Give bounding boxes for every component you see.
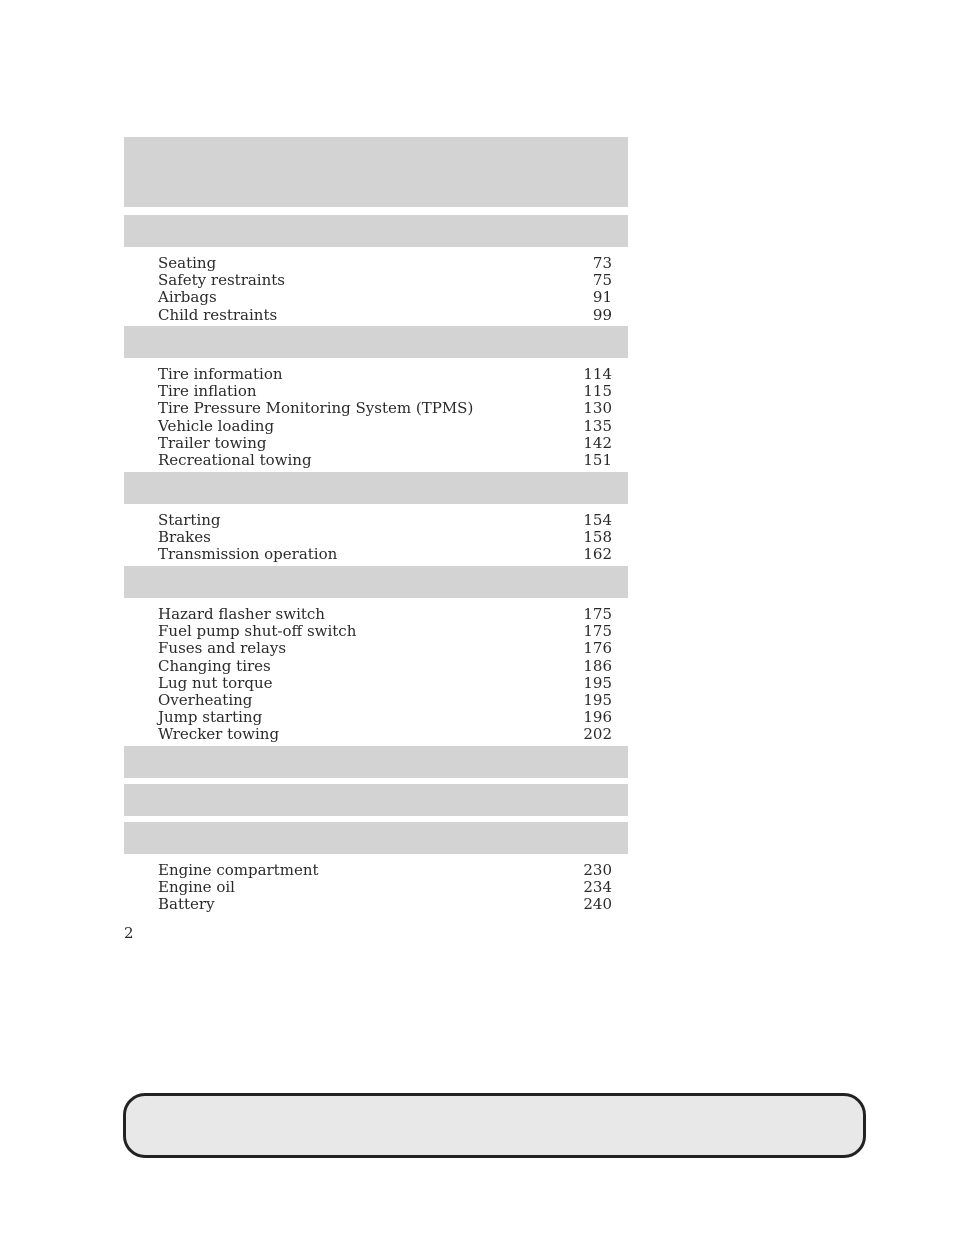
toc-entry-page: 114 [583, 365, 612, 383]
toc-entry-label: Fuel pump shut-off switch [158, 622, 357, 641]
toc-entry[interactable] [124, 383, 628, 400]
toc-entry[interactable] [124, 692, 628, 709]
section-list [124, 504, 628, 566]
footer-banner [123, 1093, 866, 1158]
toc-entry[interactable] [124, 640, 628, 657]
toc-entry[interactable] [124, 366, 628, 383]
toc-entry-page: 73 [592, 254, 612, 272]
toc-entry[interactable] [124, 272, 628, 289]
toc-header-bar [124, 137, 628, 207]
toc-entry-label: Engine compartment [158, 861, 319, 879]
toc-entry-label: Changing tires [158, 656, 271, 675]
section-list [124, 598, 628, 746]
toc-entry-page: 175 [583, 622, 612, 641]
toc-entry[interactable] [124, 862, 628, 879]
toc-entry-label: Brakes [158, 528, 211, 547]
toc-entry[interactable] [124, 289, 628, 306]
toc-entry-label: Tire inflation [158, 382, 257, 401]
toc-entry-page: 91 [592, 288, 612, 307]
toc-entry[interactable] [124, 675, 628, 692]
toc-entry-label: Vehicle loading [158, 416, 275, 435]
table-of-contents [124, 137, 628, 924]
toc-entry-page: 158 [583, 528, 612, 547]
section-header-bar [124, 822, 628, 854]
section-list [124, 247, 628, 326]
toc-entry-page: 195 [583, 690, 612, 709]
toc-entry-page: 230 [583, 861, 612, 879]
toc-entry[interactable] [124, 529, 628, 546]
toc-entry-page: 202 [583, 725, 612, 744]
toc-entry-page: 75 [592, 271, 612, 290]
toc-entry-label: Starting [158, 511, 221, 529]
toc-entry-page: 99 [592, 305, 612, 324]
toc-entry-label: Hazard flasher switch [158, 605, 325, 623]
toc-entry[interactable] [124, 452, 628, 469]
toc-entry[interactable] [124, 623, 628, 640]
toc-entry-label: Engine oil [158, 878, 235, 897]
toc-entry-label: Tire Pressure Monitoring System (TPMS) [158, 399, 474, 418]
toc-entry-label: Airbags [158, 288, 217, 307]
toc-entry[interactable] [124, 709, 628, 726]
toc-entry-page: 234 [583, 878, 612, 897]
toc-entry-label: Trailer towing [158, 433, 267, 452]
toc-entry-page: 176 [583, 639, 612, 658]
toc-entry[interactable] [124, 606, 628, 623]
toc-entry[interactable] [124, 726, 628, 743]
toc-entry-page: 186 [583, 656, 612, 675]
toc-entry-page: 162 [583, 545, 612, 564]
toc-entry[interactable] [124, 546, 628, 563]
toc-entry-page: 196 [583, 708, 612, 727]
section-header-bar [124, 472, 628, 504]
section-header-bar [124, 326, 628, 358]
toc-entry-label: Tire information [158, 365, 283, 383]
section-header-bar [124, 215, 628, 247]
section-list [124, 358, 628, 472]
toc-entry-page: 154 [583, 511, 612, 529]
section-list [124, 854, 628, 924]
toc-entry-page: 142 [583, 433, 612, 452]
page-number: 2 [124, 924, 134, 942]
section-header-bar [124, 784, 628, 816]
toc-entry-label: Lug nut torque [158, 673, 273, 692]
toc-entry-page: 115 [583, 382, 612, 401]
toc-entry[interactable] [124, 896, 628, 913]
toc-entry-label: Child restraints [158, 305, 278, 324]
toc-entry-label: Overheating [158, 690, 253, 709]
toc-entry-page: 175 [583, 605, 612, 623]
toc-entry-label: Fuses and relays [158, 639, 287, 658]
toc-entry-label: Battery [158, 895, 215, 914]
toc-entry-label: Wrecker towing [158, 725, 280, 744]
toc-entry[interactable] [124, 512, 628, 529]
toc-entry-page: 151 [583, 450, 612, 469]
toc-entry-label: Safety restraints [158, 271, 285, 290]
toc-entry[interactable] [124, 879, 628, 896]
toc-entry-page: 130 [583, 399, 612, 418]
toc-entry-page: 195 [583, 673, 612, 692]
toc-entry[interactable] [124, 255, 628, 272]
toc-entry-page: 135 [583, 416, 612, 435]
toc-entry-label: Recreational towing [158, 450, 312, 469]
toc-entry[interactable] [124, 658, 628, 675]
toc-entry[interactable] [124, 307, 628, 324]
toc-entry-label: Jump starting [158, 708, 263, 727]
section-header-bar [124, 566, 628, 598]
toc-entry-label: Seating [158, 254, 217, 272]
toc-entry[interactable] [124, 400, 628, 417]
toc-entry[interactable] [124, 418, 628, 435]
toc-entry-page: 240 [583, 895, 612, 914]
toc-entry[interactable] [124, 435, 628, 452]
toc-entry-label: Transmission operation [158, 545, 338, 564]
section-header-bar [124, 746, 628, 778]
